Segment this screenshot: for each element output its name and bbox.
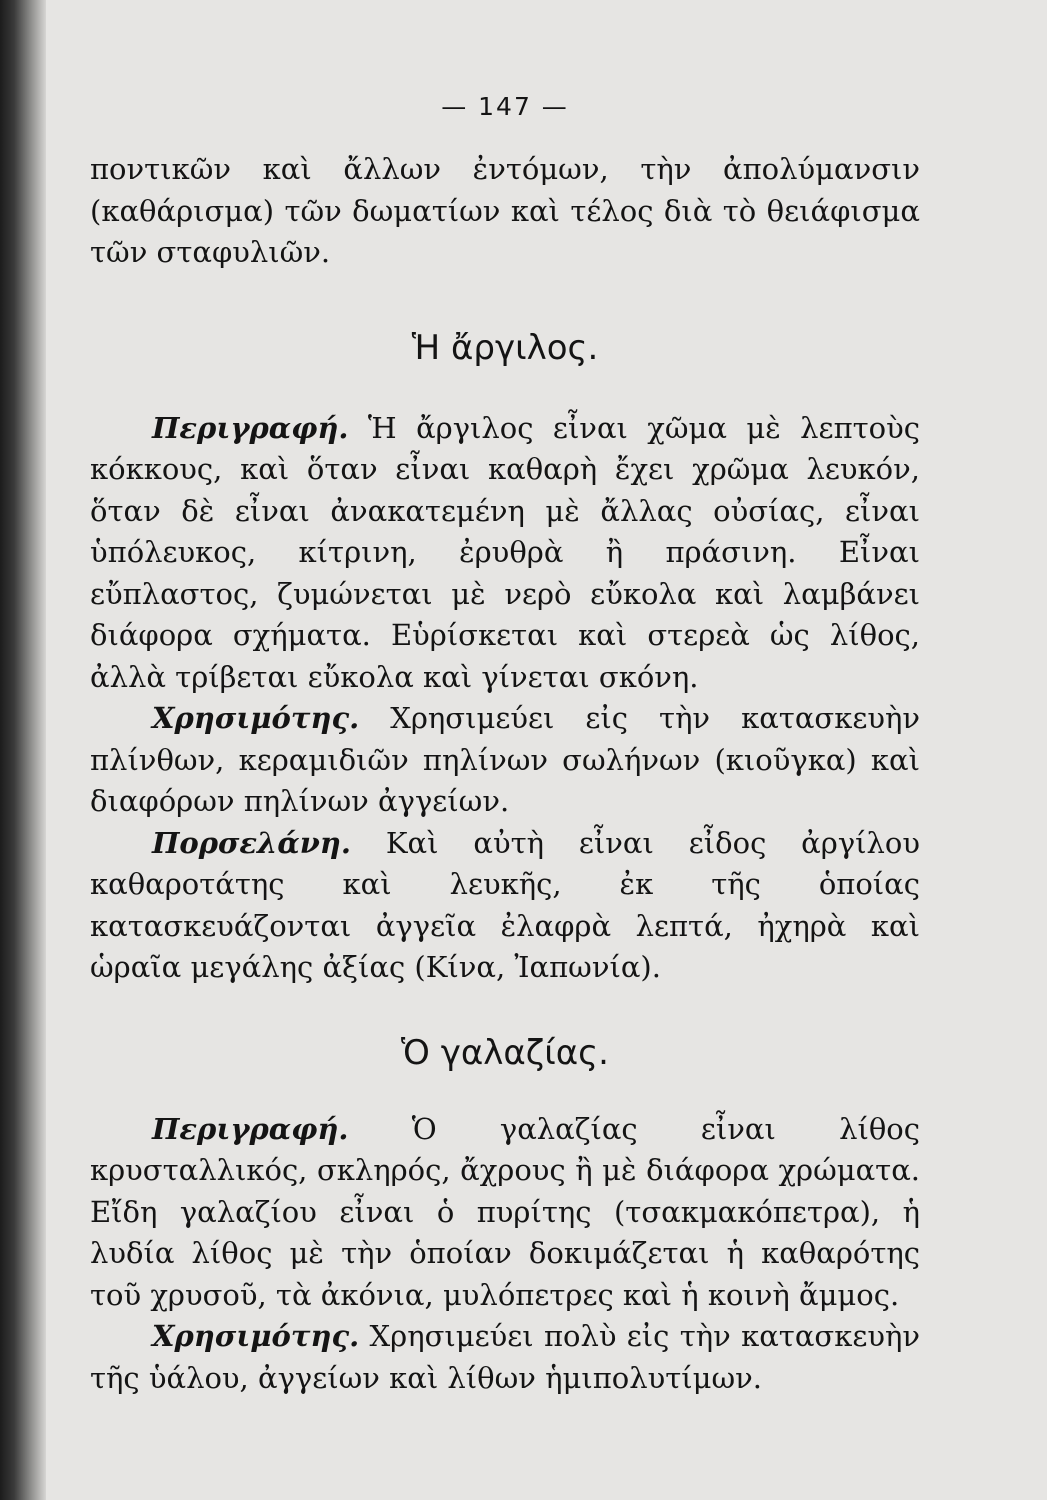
section-heading-clay: Ἡ ἄργιλος. <box>411 327 599 368</box>
book-binding-shadow <box>0 0 46 1500</box>
intro-paragraph: ποντικῶν καὶ ἄλλων ἐντόμων, τὴν ἀπολύμανσιν (καθάρισμα) τῶν δωματίων καὶ τέλος διὰ τὸ θειάφισμα τῶν σταφυλιῶν. <box>90 152 920 269</box>
porcelain-paragraph <box>90 823 920 989</box>
quartz-usefulness-text: Χρησιμεύει πολὺ εἰς τὴν κατασκευὴν τῆς ὑάλου, ἀγγείων καὶ λίθων ἡμιπολυτίμων. <box>90 1319 920 1395</box>
quartz-description-paragraph <box>90 1109 920 1317</box>
clay-description-text: Ἡ ἄργιλος εἶναι χῶμα μὲ λεπτοὺς κόκκους, καὶ ὅταν εἶναι καθαρὴ ἔχει χρῶμα λευκόν, ὅταν δὲ εἶναι ἀνακατεμένη μὲ ἄλλας οὐσίας, εἶναι ὑπόλευκος, κίτρινη, ἐρυθρὰ ἢ πράσινη. Εἶναι εὔπλαστος, ζυμώνεται μὲ νερὸ εὔκολα καὶ λαμβάνει διάφορα σχήματα. Εὑρίσκεται καὶ στερεὰ ὡς λίθος, ἀλλὰ τρίβεται εὔκολα καὶ γίνεται σκόνη. <box>90 410 920 694</box>
clay-usefulness-text: Χρησιμεύει εἰς τὴν κατασκευὴν πλίνθων, κεραμιδιῶν πηλίνων σωλήνων (κιοῦγκα) καὶ διαφόρων πηλίνων ἀγγείων. <box>90 701 920 818</box>
page-number: — 147 — <box>441 92 569 121</box>
clay-description-term: Περιγραφή. <box>152 410 349 445</box>
section-heading-quartz: Ὁ γαλαζίας. <box>401 1032 609 1073</box>
quartz-usefulness-term: Χρησιμότης. <box>152 1319 360 1353</box>
quartz-description-text: Ὁ γαλαζίας εἶναι λίθος κρυσταλλικός, σκληρός, ἄχρους ἢ μὲ διάφορα χρώματα. Εἴδη γαλαζίου εἶναι ὁ πυρίτης (τσακμακόπετρα), ἡ λυδία λίθος μὲ τὴν ὁποίαν δοκιμάζεται ἡ καθαρότης τοῦ χρυσοῦ, τὰ ἀκόνια, μυλόπετρες καὶ ἡ κοινὴ ἄμμος. <box>90 1111 920 1312</box>
book-page <box>90 92 920 1452</box>
quartz-usefulness-paragraph <box>90 1316 920 1399</box>
porcelain-text: Καὶ αὐτὴ εἶναι εἶδος ἀργίλου καθαροτάτης καὶ λευκῆς, ἐκ τῆς ὁποίας κατασκευάζονται ἀγγεῖα ἐλαφρὰ λεπτά, ἠχηρὰ καὶ ὡραῖα μεγάλης ἀξίας (Κίνα, Ἰαπωνία). <box>90 825 920 984</box>
clay-usefulness-paragraph <box>90 698 920 823</box>
porcelain-term: Πορσελάνη. <box>152 825 351 860</box>
clay-description-paragraph <box>90 408 920 699</box>
quartz-description-term: Περιγραφή. <box>152 1111 349 1146</box>
clay-usefulness-term: Χρησιμότης. <box>152 701 360 735</box>
